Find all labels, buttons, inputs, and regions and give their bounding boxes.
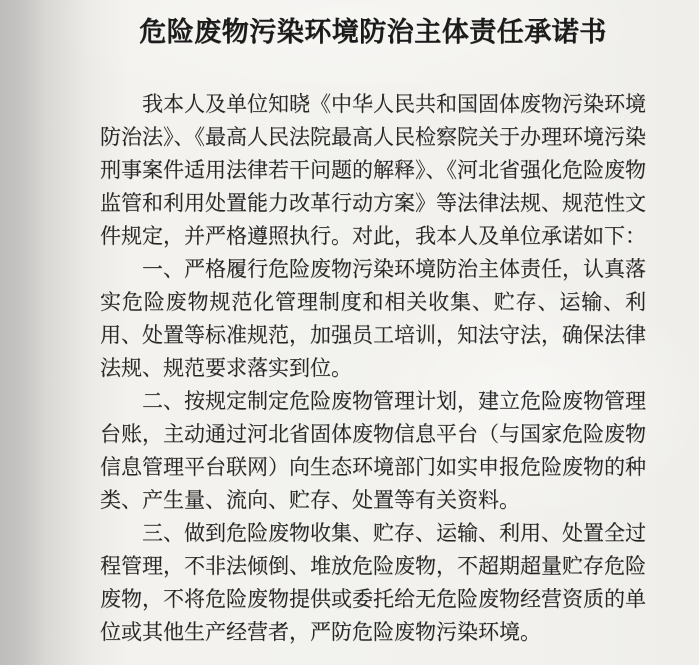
- document-content: [100, 14, 646, 649]
- paragraph-item-1: 一、严格履行危险废物污染环境防治主体责任，认真落实危险废物规范化管理制度和相关收集、贮存、运输、利用、处置等标准规范，加强员工培训，知法守法，确保法律法规、规范要求落实到位。: [100, 257, 646, 380]
- paragraph-intro: 我本人及单位知晓《中华人民共和国固体废物污染环境防治法》、《最高人民法院最高人民检察院关于办理环境污染刑事案件适用法律若干问题的解释》、《河北省强化危险废物监管和利用处置能力改革行动方案》等法律法规、规范性文件规定，并严格遵照执行。对此，我本人及单位承诺如下：: [100, 92, 646, 248]
- paragraph-item-3: 三、做到危险废物收集、贮存、运输、利用、处置全过程管理，不非法倾倒、堆放危险废物，不超期超量贮存危险废物，不将危险废物提供或委托给无危险废物经营资质的单位或其他生产经营者，严防危险废物污染环境。: [100, 521, 646, 644]
- document-title: 危险废物污染环境防治主体责任承诺书: [139, 17, 607, 48]
- document-body: [100, 88, 646, 649]
- paragraph-item-2: 二、按规定制定危险废物管理计划，建立危险废物管理台账，主动通过河北省固体废物信息平台（与国家危险废物信息管理平台联网）向生态环境部门如实申报危险废物的种类、产生量、流向、贮存、处置等有关资料。: [100, 389, 646, 512]
